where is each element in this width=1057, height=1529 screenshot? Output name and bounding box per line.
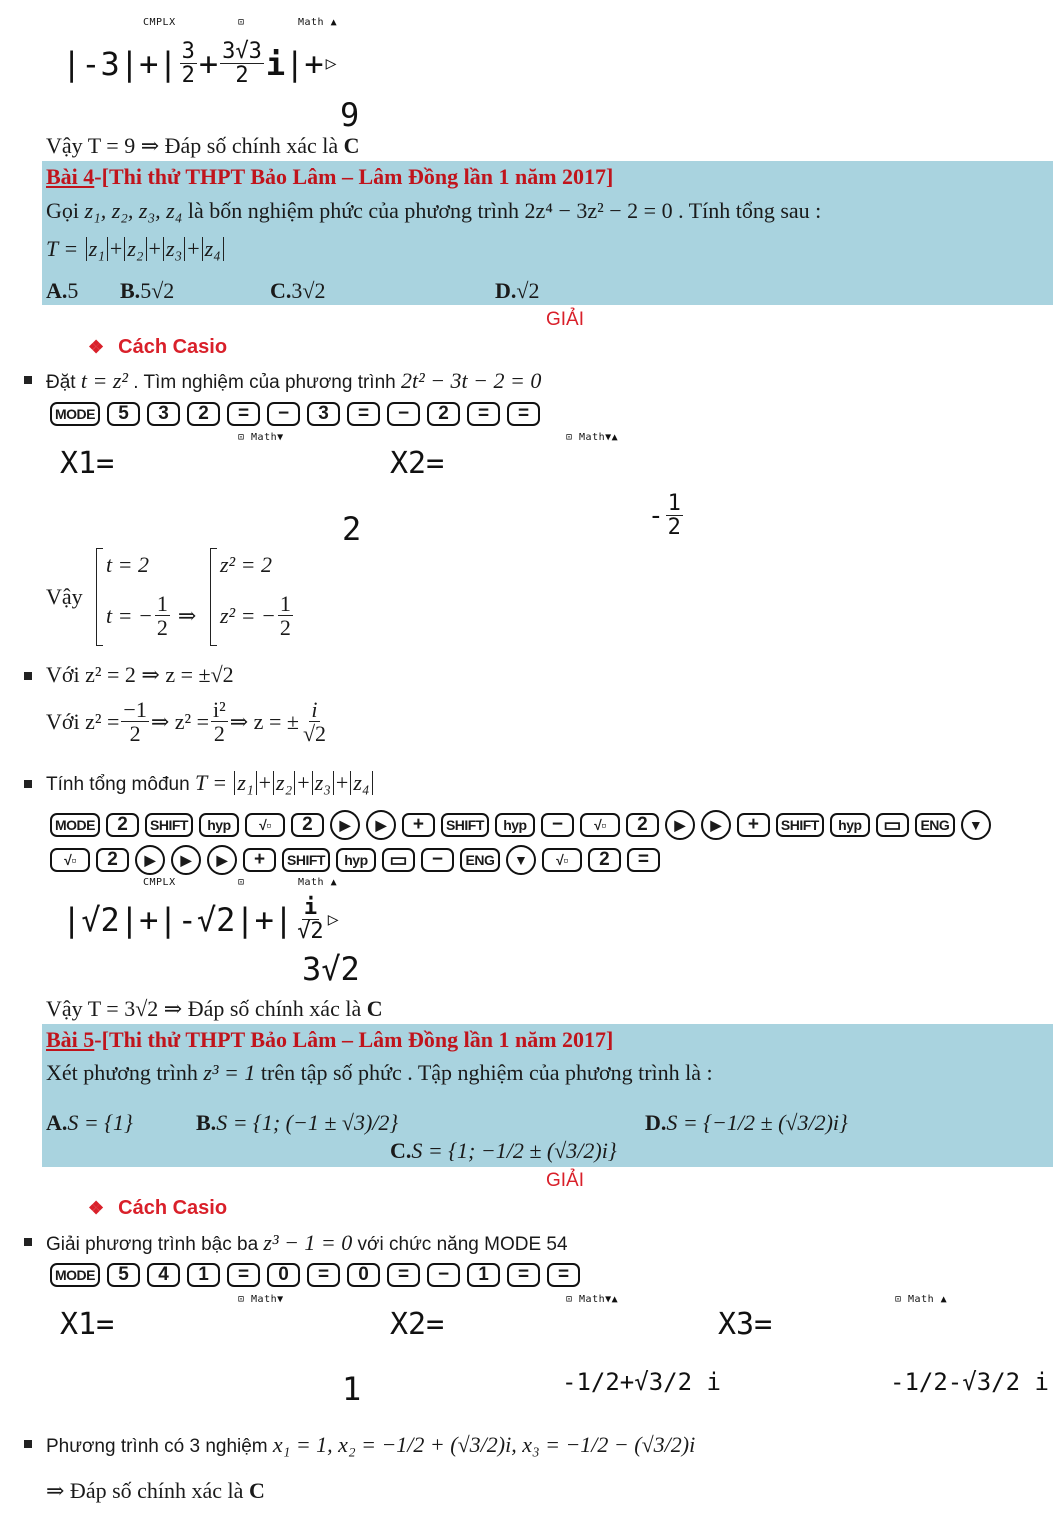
bai5-step1: Giải phương trình bậc ba z³ − 1 = 0 với chức năng MODE 54	[46, 1230, 568, 1255]
calc-indicator: ⊡ Math▼	[238, 1294, 284, 1305]
calc-indicator: ⊡ Math▼▲	[566, 432, 619, 443]
key-equals: =	[347, 402, 380, 426]
bullet	[24, 1440, 32, 1448]
bullet	[24, 1238, 32, 1246]
calc-indicator-math: Math ▲	[298, 17, 338, 28]
key-sqrt: √▫	[245, 813, 285, 837]
key-shift: SHIFT	[776, 813, 824, 837]
bai4-step1: Đặt t = z² . Tìm nghiệm của phương trình 2t² − 3t − 2 = 0	[46, 368, 542, 393]
key-equals: =	[467, 402, 500, 426]
key-right: ▶	[366, 810, 396, 840]
calc-x2-label: X2=	[390, 1307, 445, 1342]
key-fraction: ▭	[382, 848, 415, 872]
bullet	[24, 672, 32, 680]
key-minus: −	[427, 1263, 460, 1287]
key-3: 3	[307, 402, 340, 426]
bai4-keys-row2	[50, 810, 991, 840]
calc-indicator: ⊡ Math ▲	[895, 1294, 948, 1305]
key-sqrt: √▫	[50, 848, 90, 872]
key-shift: SHIFT	[282, 848, 330, 872]
calc-indicator-box: ⊡	[238, 877, 245, 888]
bai5-option-d: D.S = {−1/2 ± (√3/2)i}	[645, 1110, 848, 1135]
calc-indicator-cmplx: CMPLX	[143, 877, 176, 888]
key-2: 2	[588, 848, 621, 872]
system-t1: t = 2	[106, 552, 149, 577]
bai5-method: ❖ Cách Casio	[88, 1197, 228, 1219]
key-equals: =	[387, 1263, 420, 1287]
key-equals: =	[227, 402, 260, 426]
key-down: ▼	[506, 845, 536, 875]
final-conclusion: ⇒ Đáp số chính xác là C	[46, 1478, 265, 1503]
key-4: 4	[147, 1263, 180, 1287]
with-line-2: Với z² = $\frac{-1}{2}$ ⇒ z² = $\frac{\text{i²}}{2}$ ⇒ z = ± $\frac{i}{√2}$	[46, 697, 327, 747]
key-equals: =	[627, 848, 660, 872]
bai5-result: Phương trình có 3 nghiệm x₁ = 1, x₂ = −1/2 + (√3/2)i, x₃ = −1/2 − (√3/2)i	[46, 1432, 696, 1457]
sum-line: Tính tổng môđun T = z₁ + z₂ + z₃ + z₄	[46, 770, 375, 796]
bai5-title: Bài 5-[Thi thử THPT Bảo Lâm – Lâm Đồng lần 1 năm 2017]	[46, 1027, 614, 1052]
calc-expression-2: |√2|+|-√2|+| $\frac{i}{√2}$ ▷	[62, 895, 339, 945]
calc-x3-value: -1/2-√3/2 i	[890, 1368, 1049, 1396]
key-2: 2	[427, 402, 460, 426]
system-bracket	[96, 548, 103, 646]
calc-x1-label: X1=	[60, 446, 115, 481]
key-minus: −	[387, 402, 420, 426]
calc-x1-value: 2	[342, 510, 362, 548]
key-1: 1	[467, 1263, 500, 1287]
bai4-giai-heading: GIẢI	[546, 309, 585, 330]
bai4-method: ❖ Cách Casio	[88, 336, 228, 358]
key-mode: MODE	[50, 1263, 100, 1287]
key-right: ▶	[135, 845, 165, 875]
system-z2: z² = − $\frac{1}{2}$	[220, 591, 291, 641]
calc-x2-value: - $\frac{1}{2}$	[648, 491, 681, 541]
key-minus: −	[541, 813, 574, 837]
key-hyp: hyp	[199, 813, 239, 837]
bai4-keys-row1	[50, 402, 540, 426]
key-2: 2	[96, 848, 129, 872]
key-mode: MODE	[50, 813, 100, 837]
bai5-option-b: B.S = {1; (−1 ± √3)/2}	[196, 1110, 399, 1135]
key-5: 5	[107, 402, 140, 426]
key-5: 5	[107, 1263, 140, 1287]
key-equals: =	[507, 1263, 540, 1287]
calc-indicator-math: Math ▲	[298, 877, 338, 888]
with-line-1: Với z² = 2 ⇒ z = ±√2	[46, 662, 234, 687]
key-equals: =	[507, 402, 540, 426]
key-minus: −	[267, 402, 300, 426]
key-right: ▶	[330, 810, 360, 840]
key-plus: +	[243, 848, 276, 872]
key-right: ▶	[665, 810, 695, 840]
key-1: 1	[187, 1263, 220, 1287]
key-2: 2	[626, 813, 659, 837]
key-right: ▶	[171, 845, 201, 875]
key-shift: SHIFT	[145, 813, 193, 837]
calc-result-2: 3√2	[302, 950, 360, 988]
calc-indicator-box: ⊡	[238, 17, 245, 28]
bai5-question: Xét phương trình z³ = 1 trên tập số phức . Tập nghiệm của phương trình là :	[46, 1060, 713, 1085]
key-3: 3	[147, 402, 180, 426]
bai5-option-c: C.S = {1; −1/2 ± (√3/2)i}	[390, 1138, 617, 1163]
bai5-option-a: A.S = {1}	[46, 1110, 133, 1135]
calc-x3-label: X3=	[718, 1307, 773, 1342]
calc-x2-label: X2=	[390, 446, 445, 481]
key-plus: +	[737, 813, 770, 837]
key-2: 2	[291, 813, 324, 837]
bai4-option-d: D.√2	[495, 278, 540, 303]
bai5-giai-heading: GIẢI	[546, 1170, 585, 1191]
key-hyp: hyp	[336, 848, 376, 872]
calc-expression: |-3|+| $\frac{3}{2}$ + $\frac{3√3}{2}$ i |+ ▷	[62, 39, 337, 89]
bai5-keys	[50, 1263, 580, 1287]
calc-x1-value: 1	[342, 1370, 362, 1408]
key-fraction: ▭	[876, 813, 909, 837]
conclusion-2: Vậy T = 3√2 ⇒ Đáp số chính xác là C	[46, 996, 383, 1021]
bullet	[24, 780, 32, 788]
calc-x1-label: X1=	[60, 1307, 115, 1342]
vay-label: Vậy	[46, 584, 83, 609]
key-sqrt: √▫	[580, 813, 620, 837]
calc-x2-value: -1/2+√3/2 i	[562, 1368, 721, 1396]
key-equals: =	[307, 1263, 340, 1287]
key-2: 2	[187, 402, 220, 426]
key-sqrt: √▫	[542, 848, 582, 872]
key-right: ▶	[207, 845, 237, 875]
key-2: 2	[106, 813, 139, 837]
key-equals: =	[547, 1263, 580, 1287]
system-t2: t = − $\frac{1}{2}$ ⇒	[106, 591, 197, 641]
key-right: ▶	[701, 810, 731, 840]
key-hyp: hyp	[830, 813, 870, 837]
bai4-option-b: B.5√2	[120, 278, 175, 303]
bai4-sum-formula: T = z₁ + z₂ + z₃ + z₄	[46, 236, 226, 262]
calc-indicator-cmplx: CMPLX	[143, 17, 176, 28]
system-z1: z² = 2	[220, 552, 273, 577]
calc-indicator: ⊡ Math▼▲	[566, 1294, 619, 1305]
key-plus: +	[402, 813, 435, 837]
bai4-option-c: C.3√2	[270, 278, 326, 303]
key-equals: =	[227, 1263, 260, 1287]
calc-indicator: ⊡ Math▼	[238, 432, 284, 443]
bai4-question: Gọi z₁, z₂, z₃, z₄ là bốn nghiệm phức của phương trình 2z⁴ − 3z² − 2 = 0 . Tính tổng sau :	[46, 198, 822, 223]
bai4-keys-row3	[50, 845, 660, 875]
key-down: ▼	[961, 810, 991, 840]
key-hyp: hyp	[495, 813, 535, 837]
system-bracket	[210, 548, 217, 646]
key-eng: ENG	[915, 813, 955, 837]
key-0: 0	[347, 1263, 380, 1287]
conclusion-1: Vậy T = 9 ⇒ Đáp số chính xác là C	[46, 133, 360, 158]
key-shift: SHIFT	[441, 813, 489, 837]
key-eng: ENG	[460, 848, 500, 872]
bai4-title: Bài 4-[Thi thử THPT Bảo Lâm – Lâm Đồng lần 1 năm 2017]	[46, 164, 614, 189]
bai4-option-a: A.5	[46, 278, 79, 303]
key-minus: −	[421, 848, 454, 872]
bullet	[24, 376, 32, 384]
key-0: 0	[267, 1263, 300, 1287]
calc-result: 9	[340, 96, 360, 134]
key-mode: MODE	[50, 402, 100, 426]
